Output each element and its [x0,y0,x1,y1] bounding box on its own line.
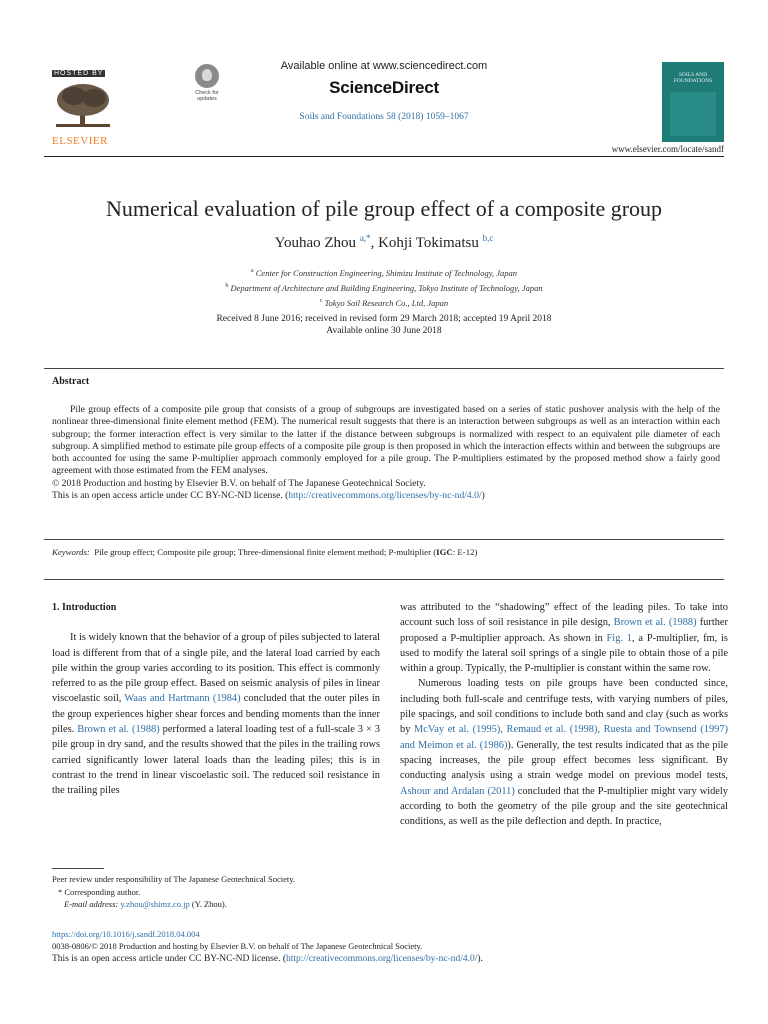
intro-paragraph [400,676,728,829]
section-heading: 1. Introduction [52,602,117,613]
left-column [52,600,380,799]
affiliation-item [44,295,724,310]
keywords [52,547,720,557]
citation-link[interactable]: Brown et al. (1988) [77,724,160,736]
abstract-copyright: © 2018 Production and hosting by Elsevier B.V. on behalf of The Japanese Geotechnical Society. [52,477,426,489]
affiliation-item [44,280,724,295]
license-link[interactable]: http://creativecommons.org/licenses/by-nc-nd/4.0/ [288,490,482,502]
citation-link[interactable]: Ashour and Ardalan (2011) [400,785,515,797]
keywords-text: Pile group effect; Composite pile group; Three-dimensional finite element method; P-multiplier ( [94,547,437,557]
affiliation-text: Department of Architecture and Building Engineering, Tokyo Institute of Technology, Japan [230,282,543,293]
elsevier-logo [52,62,114,147]
email-link[interactable]: y.zhou@shimz.co.jp [120,899,190,909]
article-footer [52,928,732,965]
peer-review-note: Peer review under responsibility of The Japanese Geotechnical Society. [52,874,296,884]
journal-citation[interactable]: Soils and Foundations 58 (2018) 1059–1067 [299,112,469,122]
abstract-heading: Abstract [52,376,90,387]
article-title: Numerical evaluation of pile group effect of a composite group [105,196,663,221]
abstract-divider [44,368,724,369]
body-divider [44,579,724,580]
available-online: Available online at www.sciencedirect.com [280,60,488,72]
citation-link[interactable]: Waas and Hartmann (1984) [124,693,241,705]
footnotes [52,873,382,911]
license-suffix: ) [481,490,485,502]
affiliation-text: Center for Construction Engineering, Shimizu Institute of Technology, Japan [255,267,518,278]
affiliation-marker: b [225,282,229,289]
footnote-divider [52,868,104,869]
paragraph-text: , a P-multiplier, fm, is used to modify the lateral soil springs of a single pile to obtain those of a pile within a group. Typically, the P-multiplier is constant within the same row. [400,632,728,675]
cover-artwork [670,92,716,136]
corresponding-author-note: * Corresponding author. [58,886,141,897]
email-owner: (Y. Zhou). [191,899,227,909]
paragraph-text: Numerous loading tests on pile groups have been conducted since, including both full-scale and centrifuge tests, with varying numbers of piles, pile spacings, and soil conditions to include both sand and clay (such as works by [400,678,728,736]
affiliation-item [44,265,724,280]
publisher-name: ELSEVIER [52,135,108,147]
intro-paragraph [400,600,728,676]
right-column [400,600,728,829]
email-note [52,898,382,911]
crossmark-icon [195,64,219,88]
igc-value: : E-12) [452,547,478,557]
journal-header [250,60,518,122]
paragraph-text: It is widely known that the behavior of a group of piles subjected to lateral load is different from that of a single pile, and the lateral load carried by each pile within the group varies according to its position. This effect is commonly referred to as the pile group effect. Based on seismic analysis of piles in linear viscoelastic soil, [52,632,380,705]
doi-link[interactable]: https://doi.org/10.1016/j.sandf.2018.04.004 [52,929,200,939]
license-link[interactable]: http://creativecommons.org/licenses/by-nc-nd/4.0/ [286,953,478,964]
abstract-paragraph: Pile group effects of a composite pile group that consists of a group of subgroups are investigated based on a series of static pushover analysis with the help of the nonlinear three-dimensional finite element method (FEM). The numerical result suggests that there is an interaction between subgroups as well as an interaction within each subgroup; the former interaction effect is very similar to the latter if the distance between subgroups is normalized with respect to an equivalent pile diameter of each subgroup. A simplified method to estimate pile group effects of a composite pile group is then proposed in which the interaction effects within and between the subgroups are both accounted for using the same P-multiplier approach commonly employed for a pile group. The P-multipliers estimated by the proposed method show a fairly good agreement with those estimated from the FEM analyses. [52,404,720,477]
paragraph-text: performed a lateral loading test of a full-scale 3 × 3 pile group in dry sand, and the results showed that the piles in the trailing rows carried significantly lower lateral loads than the leading piles; this is in contrast to the trend in linear viscoelastic soil. The reduced soil resistance in the trailing piles [52,724,381,797]
cover-title: SOILS AND FOUNDATIONS [673,72,713,85]
crossmark-label: Check for updates [195,90,219,102]
affiliation-marker: a [250,268,254,274]
paragraph-text: concluded that the outer piles in the group experiences higher shear forces and bending moments than the inner piles. [52,693,381,736]
affiliation-text: Tokyo Soil Research Co., Ltd, Japan [324,297,449,308]
keywords-label: Keywords: [52,547,90,557]
email-label: E-mail address: [64,899,119,909]
sciencedirect-logo[interactable]: ScienceDirect [329,78,439,97]
paragraph-text: was attributed to the “shadowing” effect of the leading piles. To take into account such loss of soil resistance in pile design, [400,602,728,629]
author-name: Kohji Tokimatsu [378,235,479,251]
article-dates [44,313,724,337]
intro-paragraph [52,630,380,798]
affiliation-marker: c [319,297,323,304]
figure-link[interactable]: Fig. 1 [606,632,633,644]
citation-link[interactable]: McVay et al. (1995), Remaud et al. (1998), Ruesta and Townsend (1997) and Meimon et al. (1986) [400,724,728,751]
paragraph-text: further proposed a P-multiplier approach. As shown in [400,617,728,644]
citation-link[interactable]: Brown et al. (1988) [613,617,697,629]
paragraph-text: ). Generally, the test results indicated that as the pile spacing increases, the pile group effect becomes less significant. By conducting analysis using a strain wedge model on previous model tests, [400,739,728,782]
license-prefix: This is an open access article under CC BY-NC-ND license. ( [52,490,289,502]
paragraph-text: concluded that the P-multiplier might vary widely according to both the geometry of the pile group and the site geotechnical conditions, as well as the pile deflection and depth. In practice, [400,785,728,828]
journal-url[interactable]: www.elsevier.com/locate/sandf [611,144,724,154]
elsevier-tree-icon [52,80,114,130]
license-prefix: This is an open access article under CC BY-NC-ND license. ( [52,953,287,964]
hosted-by-label: HOSTED BY [54,70,104,77]
journal-cover[interactable] [662,62,724,142]
author-name: Youhao Zhou [274,235,357,251]
abstract-body [52,404,720,502]
crossmark-badge[interactable] [190,64,224,102]
keywords-divider [44,539,724,540]
license-suffix: ). [477,953,483,964]
header-divider [44,156,724,157]
footer-license [52,953,732,965]
online-date: Available online 30 June 2018 [326,326,442,336]
affiliations [44,265,724,309]
author-list: Youhao Zhou $^{a,*}$, Kohji Tokimatsu $^{b,c}$ [274,233,494,251]
igc-label: IGC [436,547,453,557]
author-affiliation-marker[interactable]: b,c [482,233,494,243]
received-dates: Received 8 June 2016; received in revised form 29 March 2018; accepted 19 April 2018 [216,314,552,324]
abstract-license [52,490,720,502]
author-affiliation-marker[interactable]: a,* [359,233,371,243]
issn-line: 0038-0806/© 2018 Production and hosting by Elsevier B.V. on behalf of The Japanese Geotechnical Society. [52,941,423,952]
